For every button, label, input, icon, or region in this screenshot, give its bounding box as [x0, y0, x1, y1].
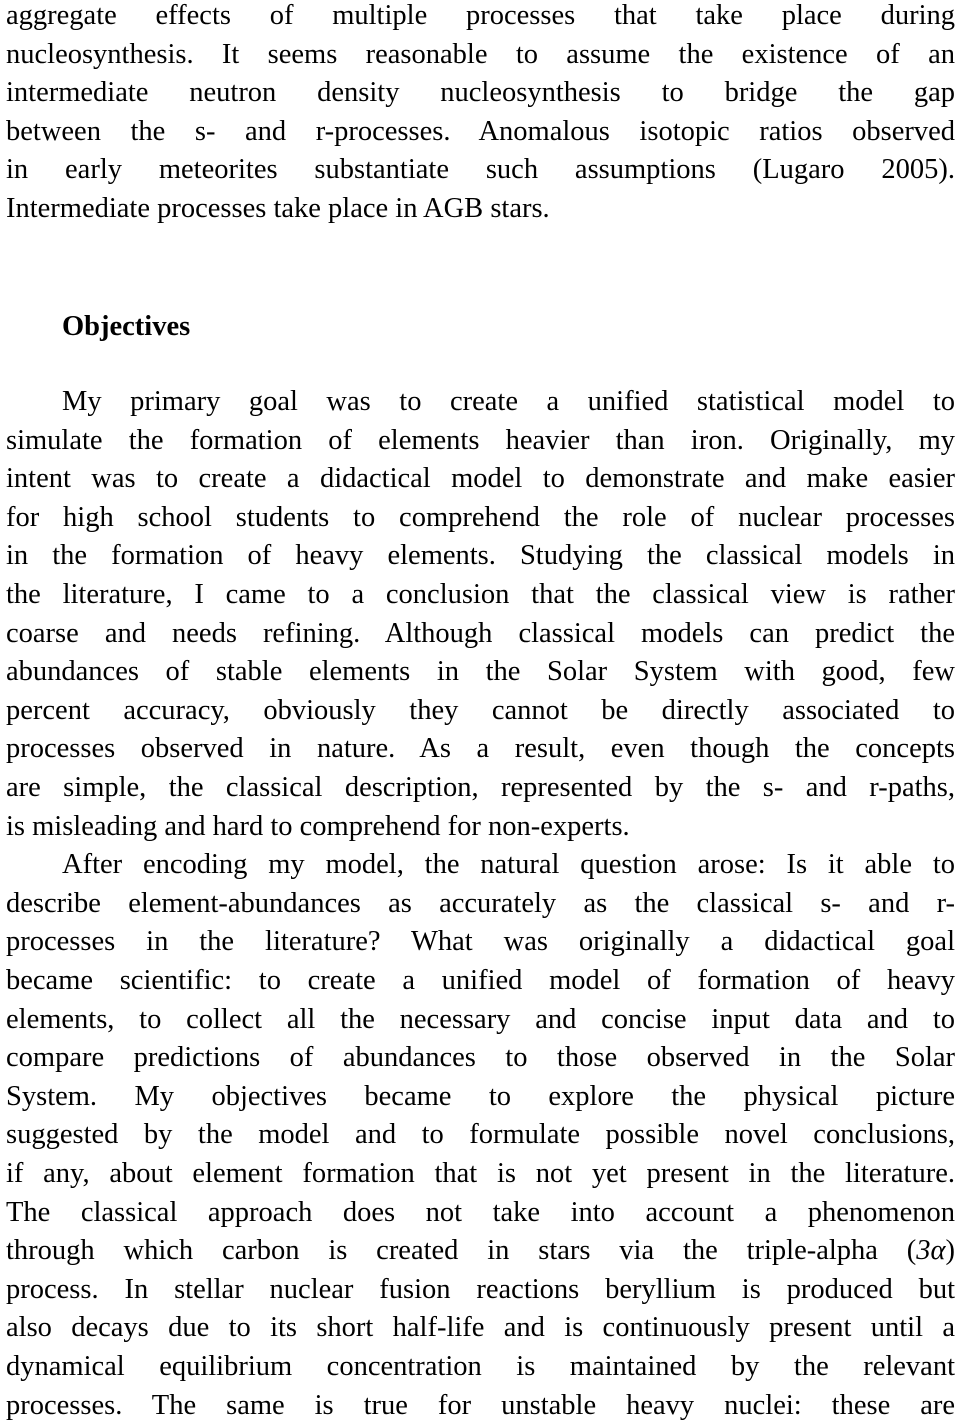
text-line: nucleosynthesis. It seems reasonable to assume the existence of an — [6, 38, 955, 70]
text-line: The classical approach does not take into account a phenomenon — [6, 1196, 955, 1228]
text-line: simulate the formation of elements heavier than iron. Originally, my — [6, 424, 955, 456]
text-line: are simple, the classical description, represented by the s- and r-paths, — [6, 772, 955, 803]
text-line: compare predictions of abundances to those observed in the Solar — [6, 1042, 955, 1074]
text-line: through which carbon is created in stars via the triple-alpha (3α) — [6, 1235, 955, 1267]
text-line: in the formation of heavy elements. Studying the classical models in — [6, 540, 955, 572]
text-line: processes. The same is true for unstable heavy nuclei: these are — [6, 1389, 955, 1421]
text-line: became scientific: to create a unified model of formation of heavy — [6, 965, 955, 996]
text-line: if any, about element formation that is not yet present in the literature. — [6, 1158, 955, 1189]
text-line: describe element-abundances as accurately as the classical s- and r- — [6, 887, 955, 919]
triple-alpha-symbol: 3α — [916, 1235, 946, 1267]
text-line: Intermediate processes take place in AGB stars. — [6, 193, 550, 224]
text-line: the literature, I came to a conclusion that the classical view is rather — [6, 579, 955, 610]
text-line: process. In stellar nuclear fusion reactions beryllium is produced but — [6, 1273, 955, 1305]
text-line: also decays due to its short half-life and is continuously present until a — [6, 1312, 955, 1344]
text-line: System. My objectives became to explore the physical picture — [6, 1080, 955, 1112]
text-line: processes observed in nature. As a result, even though the concepts — [6, 733, 955, 765]
text-line: for high school students to comprehend the role of nuclear processes — [6, 501, 955, 533]
text-segment: through which carbon is created in stars via the triple-alpha — [6, 1235, 878, 1267]
text-line: elements, to collect all the necessary and concise input data and to — [6, 1003, 955, 1035]
text-line: in early meteorites substantiate such assumptions (Lugaro 2005). — [6, 154, 955, 186]
text-line: processes in the literature? What was originally a didactical goal — [6, 926, 955, 958]
text-line: abundances of stable elements in the Solar System with good, few — [6, 656, 955, 688]
text-line: percent accuracy, obviously they cannot be directly associated to — [6, 694, 955, 726]
text-line: After encoding my model, the natural question arose: Is it able to — [62, 849, 955, 881]
text-line: is misleading and hard to comprehend for non-experts. — [6, 810, 630, 842]
text-line: coarse and needs refining. Although classical models can predict the — [6, 617, 955, 649]
text-line: aggregate effects of multiple processes that take place during — [6, 0, 955, 31]
section-heading: Objectives — [62, 311, 191, 342]
text-line: My primary goal was to create a unified statistical model to — [62, 386, 955, 417]
text-line: dynamical equilibrium concentration is maintained by the relevant — [6, 1351, 955, 1382]
text-line: suggested by the model and to formulate possible novel conclusions, — [6, 1119, 955, 1151]
text-line: between the s- and r-processes. Anomalous isotopic ratios observed — [6, 115, 955, 147]
text-line: intent was to create a didactical model to demonstrate and make easier — [6, 463, 955, 495]
text-line: intermediate neutron density nucleosynthesis to bridge the gap — [6, 77, 955, 109]
